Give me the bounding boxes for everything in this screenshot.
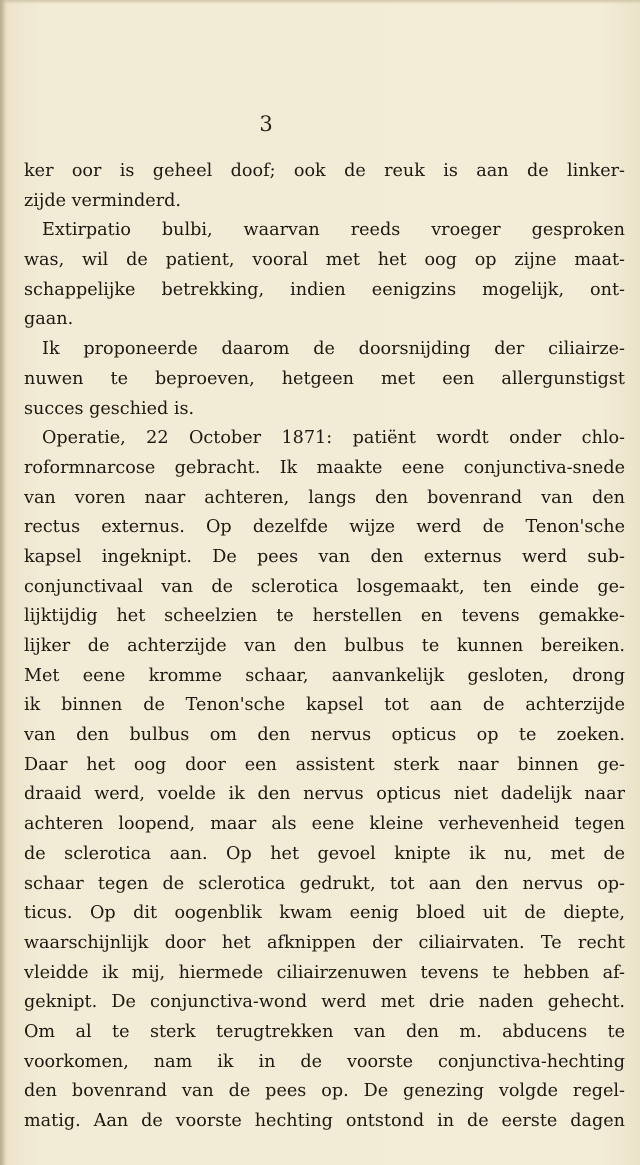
- text-line: van voren naar achteren, langs den bovenrand van den: [24, 487, 625, 508]
- text-line: lijktijdig het scheelzien te herstellen en tevens gemakke-: [24, 606, 625, 627]
- text-line: rectus externus. Op dezelfde wijze werd de Tenon'sche: [24, 517, 625, 538]
- text-line: waarschijnlijk door het afknippen der ciliairvaten. Te recht: [24, 932, 625, 953]
- text-line: schaar tegen de sclerotica gedrukt, tot aan den nervus op-: [24, 873, 625, 894]
- text-line: vleidde ik mij, hiermede ciliairzenuwen tevens te hebben af-: [24, 962, 625, 983]
- text-line: succes geschied is.: [24, 398, 195, 419]
- text-line: achteren loopend, maar als eene kleine verhevenheid tegen: [24, 814, 625, 835]
- text-line: ticus. Op dit oogenblik kwam eenig bloed uit de diepte,: [24, 903, 625, 924]
- page-binding-shadow: [0, 0, 6, 1165]
- text-line: schappelijke betrekking, indien eenigzins mogelijk, ont-: [24, 279, 625, 300]
- page-top-edge: [0, 0, 640, 4]
- text-line: kapsel ingeknipt. De pees van den externus werd sub-: [24, 546, 625, 567]
- text-line: Met eene kromme schaar, aanvankelijk gesloten, drong: [24, 665, 625, 686]
- text-line: draaid werd, voelde ik den nervus opticus niet dadelijk naar: [24, 784, 625, 805]
- body-text: [24, 157, 625, 1137]
- text-line: lijker de achterzijde van den bulbus te kunnen bereiken.: [24, 636, 625, 656]
- text-line: nuwen te beproeven, hetgeen met een allergunstigst: [24, 368, 625, 389]
- text-line: den bovenrand van de pees op. De genezing volgde regel-: [24, 1081, 625, 1102]
- text-line: was, wil de patient, vooral met het oog op zijne maat-: [24, 250, 625, 271]
- text-line: van den bulbus om den nervus opticus op te zoeken.: [24, 725, 625, 746]
- text-line: matig. Aan de voorste hechting ontstond in de eerste dagen: [24, 1111, 625, 1131]
- text-line: conjunctivaal van de sclerotica losgemaakt, ten einde ge-: [24, 576, 625, 597]
- page-number: 3: [259, 112, 273, 136]
- text-line: Operatie, 22 October 1871: patiënt wordt onder chlo-: [42, 428, 625, 449]
- text-line: Extirpatio bulbi, waarvan reeds vroeger gesproken: [42, 220, 625, 241]
- text-line: Ik proponeerde daarom de doorsnijding der ciliairze-: [42, 339, 625, 360]
- text-line: roformnarcose gebracht. Ik maakte eene conjunctiva-snede: [24, 457, 625, 478]
- text-line: gaan.: [24, 309, 74, 330]
- text-line: zijde verminderd.: [24, 190, 181, 211]
- text-line: ker oor is geheel doof; ook de reuk is aan de linker-: [24, 161, 625, 181]
- text-line: de sclerotica aan. Op het gevoel knipte ik nu, met de: [24, 843, 625, 864]
- text-line: ik binnen de Tenon'sche kapsel tot aan de achterzijde: [24, 695, 625, 716]
- text-line: Daar het oog door een assistent sterk naar binnen ge-: [24, 754, 625, 775]
- text-line: geknipt. De conjunctiva-wond werd met drie naden gehecht.: [24, 992, 625, 1013]
- text-line: voorkomen, nam ik in de voorste conjunctiva-hechting: [24, 1051, 625, 1072]
- text-line: Om al te sterk terugtrekken van den m. abducens te: [24, 1021, 625, 1042]
